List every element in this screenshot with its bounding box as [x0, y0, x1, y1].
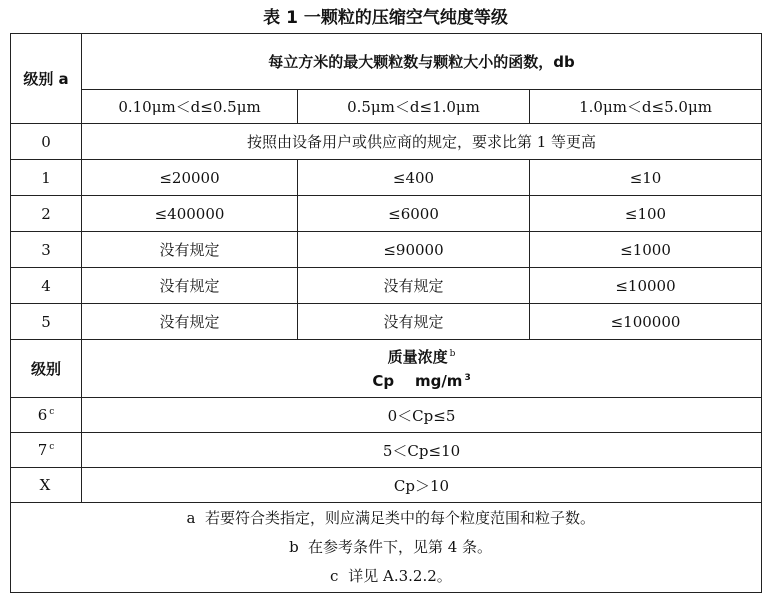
value-cell: 没有规定: [82, 304, 298, 340]
table-title: 表 1 一颗粒的压缩空气纯度等级: [263, 8, 508, 28]
footnote-text: 若要符合类指定，则应满足类中的每个粒度范围和粒子数。: [205, 509, 596, 527]
level-cell: [11, 468, 82, 503]
footnote-key: b: [289, 538, 299, 556]
value-cell: 没有规定: [298, 268, 530, 304]
value-cell: ≤6000: [298, 196, 530, 232]
mass-concentration-header: [82, 340, 762, 398]
size-range-header: 0.10μm＜d≤0.5μm: [82, 90, 298, 124]
value-cell: 没有规定: [82, 232, 298, 268]
value-cell: ≤100000: [530, 304, 762, 340]
value-cell: ≤1000: [530, 232, 762, 268]
level-cell: [11, 433, 82, 468]
value-cell: ≤400000: [82, 196, 298, 232]
value-cell: ≤10000: [530, 268, 762, 304]
footnote-b: [11, 533, 761, 562]
value-cell: ≤400: [298, 160, 530, 196]
value-cell: ≤90000: [298, 232, 530, 268]
footnote-marker: c: [49, 442, 55, 452]
size-range-header: 0.5μm＜d≤1.0μm: [298, 90, 530, 124]
level-cell: 3: [11, 232, 82, 268]
mass-value-cell: 0＜Cp≤5: [82, 398, 762, 433]
footnote-text: 在参考条件下，见第 4 条。: [307, 538, 493, 556]
footnote-marker: c: [49, 407, 55, 417]
value-cell: 没有规定: [82, 268, 298, 304]
table-row: [11, 160, 762, 196]
table-row: [11, 398, 762, 433]
particle-count-header: 每立方米的最大颗粒数与颗粒大小的函数，db: [82, 34, 762, 90]
mass-value-cell: Cp＞10: [82, 468, 762, 503]
level-value: X: [39, 476, 51, 494]
footnote-key: a: [186, 509, 196, 527]
level-cell: 1: [11, 160, 82, 196]
level-cell: 5: [11, 304, 82, 340]
table-row: [11, 468, 762, 503]
mass-level-header: 级别: [11, 340, 82, 398]
level-cell: 2: [11, 196, 82, 232]
value-cell: ≤20000: [82, 160, 298, 196]
merged-value-cell: 按照由设备用户或供应商的规定，要求比第 1 等更高: [82, 124, 762, 160]
table-row: [11, 433, 762, 468]
purity-class-table: [10, 33, 762, 593]
size-range-header: 1.0μm＜d≤5.0μm: [530, 90, 762, 124]
table-row: [11, 232, 762, 268]
mass-value-cell: 5＜Cp≤10: [82, 433, 762, 468]
table-row: [11, 196, 762, 232]
level-cell: 4: [11, 268, 82, 304]
level-value: 6: [37, 406, 48, 424]
table-row: [11, 304, 762, 340]
footnote-c: [11, 562, 761, 591]
value-cell: ≤100: [530, 196, 762, 232]
footnotes: [11, 503, 762, 593]
value-cell: 没有规定: [298, 304, 530, 340]
table-row: [11, 124, 762, 160]
value-cell: ≤10: [530, 160, 762, 196]
footnote-key: c: [330, 567, 339, 585]
mass-concentration-title: 质量浓度: [387, 347, 448, 366]
table-row: [11, 268, 762, 304]
mass-concentration-unit: Cp mg/m: [372, 371, 463, 390]
footnote-marker: b: [449, 348, 456, 359]
level-cell: [11, 398, 82, 433]
footnote-a: [11, 504, 761, 533]
level-value: 7: [37, 441, 48, 459]
level-cell: 0: [11, 124, 82, 160]
unit-superscript: 3: [464, 372, 471, 383]
level-header: 级别 a: [11, 34, 82, 124]
footnote-text: 详见 A.3.2.2。: [348, 567, 452, 585]
